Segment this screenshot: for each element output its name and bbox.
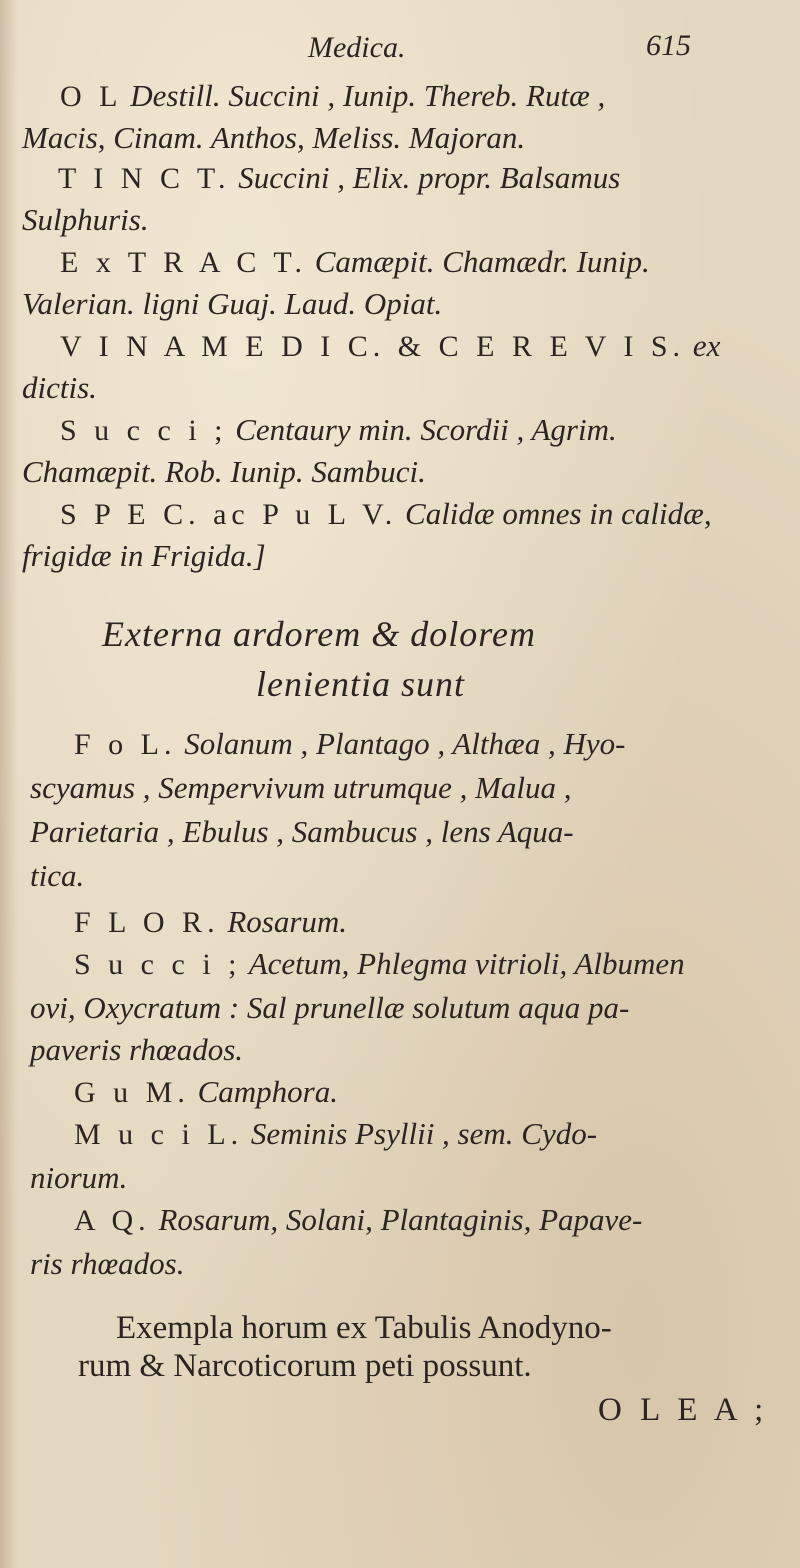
line-text: Camæpit. Chamædr. Iunip. bbox=[307, 244, 650, 279]
text-line bbox=[74, 944, 685, 985]
line-lead: E x T R A C T. bbox=[60, 246, 307, 279]
line-text: ovi, Oxycratum : Sal prunellæ solutum aqua pa- bbox=[30, 990, 630, 1025]
line-text: tica. bbox=[30, 858, 85, 893]
line-text: Macis, Cinam. Anthos, Meliss. Majoran. bbox=[22, 120, 526, 155]
line-lead: S u c c i ; bbox=[60, 414, 228, 447]
line-text: Destill. Succini , Iunip. Thereb. Rutæ , bbox=[122, 78, 606, 113]
line-text: ex bbox=[685, 328, 721, 363]
text-line bbox=[60, 242, 650, 283]
line-text: ris rhœados. bbox=[30, 1246, 185, 1281]
text-line bbox=[22, 368, 97, 409]
page-number: 615 bbox=[646, 29, 691, 62]
text-line bbox=[22, 536, 266, 577]
line-lead: V I N A M E D I C. & C E R E V I S. bbox=[60, 330, 686, 363]
text-line bbox=[74, 1072, 338, 1113]
line-text: paveris rhœados. bbox=[30, 1032, 244, 1067]
text-line bbox=[74, 902, 347, 943]
line-text: Calidæ omnes in calidæ, bbox=[397, 496, 712, 531]
line-text: Centaury min. Scordii , Agrim. bbox=[227, 412, 617, 447]
text-line bbox=[60, 494, 712, 535]
line-text: scyamus , Sempervivum utrumque , Malua , bbox=[30, 770, 572, 805]
line-text: Seminis Psyllii , sem. Cydo- bbox=[243, 1116, 598, 1151]
line-lead: T I N C T. bbox=[58, 162, 231, 195]
line-text: Camphora. bbox=[189, 1074, 338, 1109]
text-line bbox=[60, 76, 605, 117]
text-line bbox=[22, 452, 426, 493]
line-text: Acetum, Phlegma vitrioli, Albumen bbox=[241, 946, 685, 981]
line-text: Solanum , Plantago , Althæa , Hyo- bbox=[176, 726, 626, 761]
line-lead: S P E C. ac P u L V. bbox=[60, 498, 398, 531]
text-line bbox=[22, 200, 149, 241]
line-lead: A Q. bbox=[74, 1204, 151, 1237]
line-lead: S u c c i ; bbox=[74, 948, 242, 981]
text-line bbox=[30, 988, 629, 1029]
line-text: frigidæ in Frigida.] bbox=[22, 538, 266, 573]
line-text: Sulphuris. bbox=[22, 202, 149, 237]
line-text: Rosarum. bbox=[219, 904, 348, 939]
text-line bbox=[60, 326, 720, 367]
text-line bbox=[30, 812, 574, 853]
line-text: niorum. bbox=[30, 1160, 128, 1195]
line-lead: M u c i L. bbox=[74, 1118, 244, 1151]
section-heading-line-1: Externa ardorem & dolorem bbox=[102, 614, 536, 654]
line-text: Rosarum, Solani, Plantaginis, Papave- bbox=[150, 1202, 643, 1237]
text-line bbox=[74, 1114, 597, 1155]
line-text: Chamæpit. Rob. Iunip. Sambuci. bbox=[22, 454, 426, 489]
closing-line-1: Exempla horum ex Tabulis Anodyno- bbox=[116, 1310, 612, 1346]
text-line bbox=[30, 1158, 127, 1199]
line-text: Valerian. ligni Guaj. Laud. Opiat. bbox=[22, 286, 443, 321]
text-line bbox=[74, 724, 625, 765]
line-text: Parietaria , Ebulus , Sambucus , lens Aqua- bbox=[30, 814, 574, 849]
text-line bbox=[60, 410, 617, 451]
line-lead: F L O R. bbox=[74, 906, 220, 939]
line-text: Succini , Elix. propr. Balsamus bbox=[230, 160, 621, 195]
text-line bbox=[22, 284, 442, 325]
line-text: dictis. bbox=[22, 370, 97, 405]
text-line bbox=[74, 1200, 642, 1241]
text-line bbox=[22, 118, 525, 159]
line-lead: O L bbox=[60, 80, 123, 113]
catchword: O L E A ; bbox=[598, 1392, 769, 1428]
text-line bbox=[30, 1244, 185, 1285]
text-line bbox=[30, 856, 84, 897]
text-line bbox=[30, 1030, 243, 1071]
text-line bbox=[30, 768, 572, 809]
line-lead: G u M. bbox=[74, 1076, 190, 1109]
closing-line-2: rum & Narcoticorum peti possunt. bbox=[78, 1348, 532, 1384]
running-title: Medica. bbox=[308, 31, 406, 64]
text-line bbox=[58, 158, 620, 199]
line-lead: F o L. bbox=[74, 728, 177, 761]
section-heading-line-2: lenientia sunt bbox=[256, 664, 465, 704]
